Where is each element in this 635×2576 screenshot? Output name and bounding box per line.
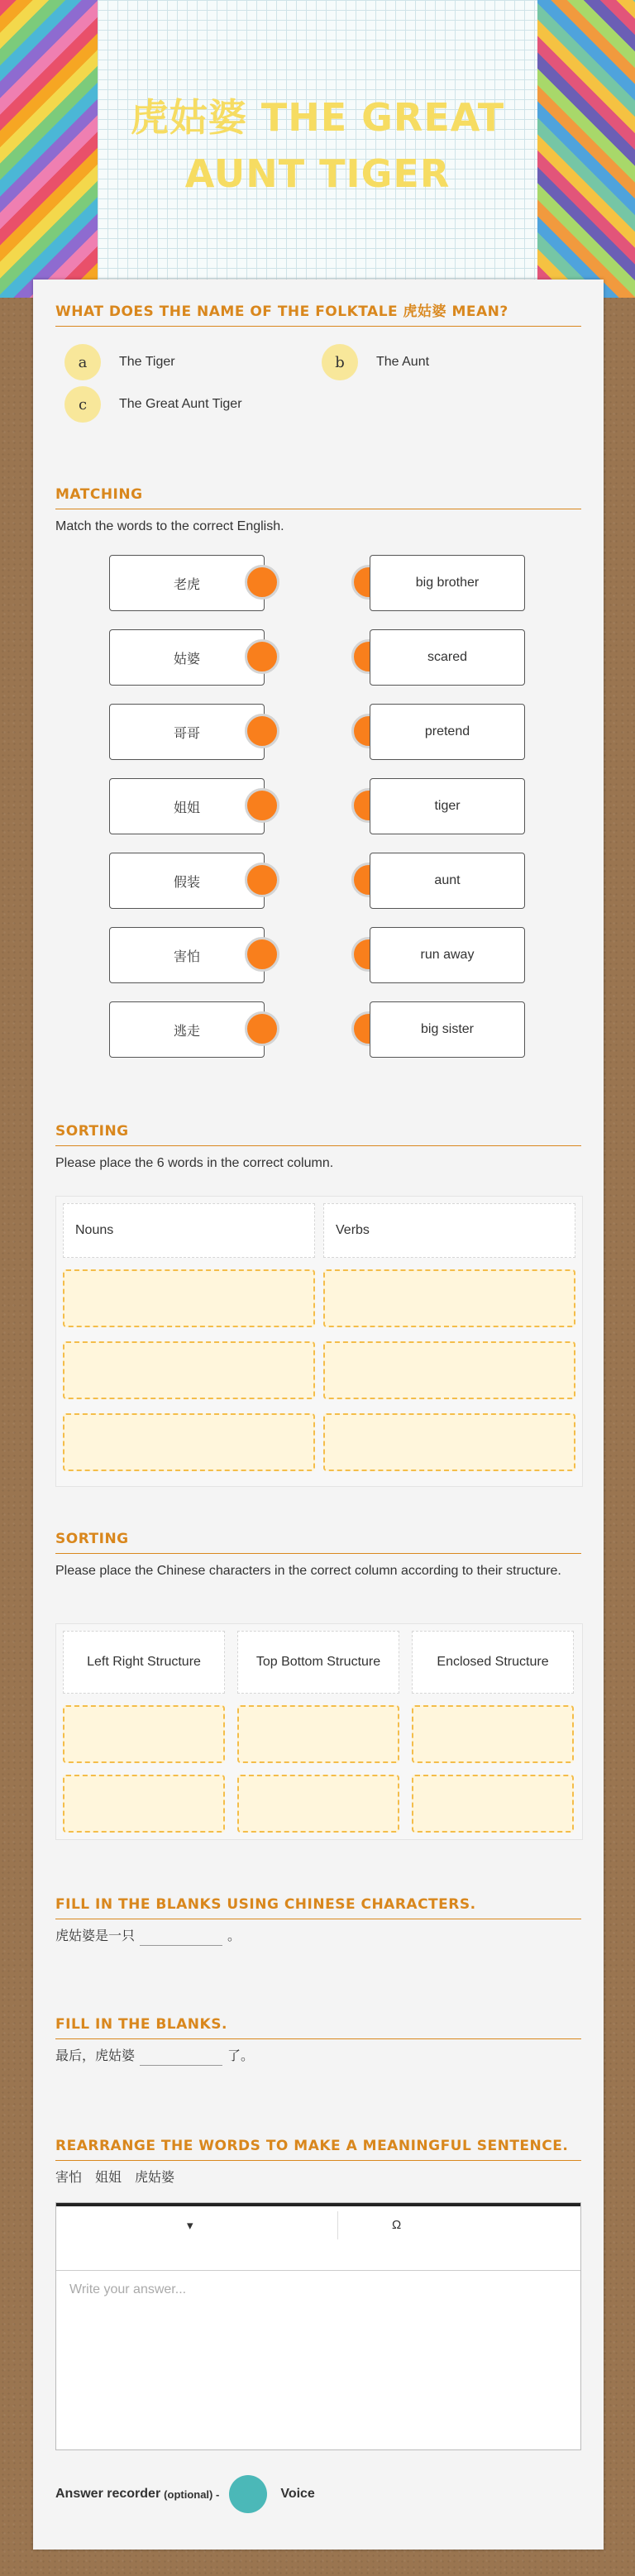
- option-text: The Aunt: [376, 355, 430, 369]
- drop-slot[interactable]: [63, 1413, 315, 1471]
- section-title: FILL IN THE BLANKS.: [55, 2016, 581, 2039]
- blank-input[interactable]: [140, 1930, 222, 1946]
- match-right-item[interactable]: big sister: [370, 1001, 525, 1058]
- recorder-label: Answer recorder: [55, 2487, 161, 2501]
- word-list: 害怕 姐姐 虎姑婆: [55, 2171, 175, 2185]
- option-letter: c: [64, 386, 101, 423]
- answer-textarea[interactable]: Write your answer...: [69, 2282, 187, 2296]
- match-connector-dot[interactable]: [245, 863, 279, 897]
- column-header-label: Enclosed Structure: [437, 1655, 549, 1669]
- match-right-item[interactable]: tiger: [370, 778, 525, 834]
- toolbar-divider: [337, 2211, 338, 2239]
- drop-slot[interactable]: [412, 1705, 574, 1763]
- header-banner: [0, 0, 635, 298]
- section-title: REARRANGE THE WORDS TO MAKE A MEANINGFUL SENTENCE.: [55, 2138, 581, 2161]
- match-left-item[interactable]: 哥哥: [109, 704, 265, 760]
- match-left-item[interactable]: 假装: [109, 853, 265, 909]
- sentence-end: 了。: [227, 2049, 255, 2063]
- drop-slot[interactable]: [323, 1341, 575, 1399]
- column-header: [323, 1203, 575, 1258]
- recorder-optional-label: (optional) -: [164, 2488, 220, 2501]
- drop-slot[interactable]: [237, 1705, 399, 1763]
- column-header-label: Left Right Structure: [87, 1655, 201, 1669]
- question-rearrange: [55, 2138, 581, 2187]
- drop-slot[interactable]: [237, 1775, 399, 1833]
- sentence-start: 最后，虎姑婆: [55, 2049, 136, 2063]
- column-header: [412, 1631, 574, 1694]
- option-text: The Great Aunt Tiger: [119, 397, 242, 411]
- question-fill-blank-2: [55, 2016, 581, 2066]
- option-letter: a: [64, 344, 101, 380]
- match-right-item[interactable]: pretend: [370, 704, 525, 760]
- column-header-label: Verbs: [336, 1223, 370, 1237]
- column-header: [63, 1631, 225, 1694]
- match-right-item[interactable]: scared: [370, 629, 525, 686]
- section-title: FILL IN THE BLANKS USING CHINESE CHARACTERS.: [55, 1896, 581, 1919]
- match-right-item[interactable]: big brother: [370, 555, 525, 611]
- worksheet-title: 虎姑婆 THE GREAT AUNT TIGER: [130, 95, 505, 196]
- option-c[interactable]: [64, 386, 242, 423]
- match-connector-dot[interactable]: [245, 714, 279, 748]
- microphone-icon[interactable]: [229, 2475, 267, 2513]
- editor-toolbar: [56, 2203, 580, 2271]
- instruction-text: Please place the 6 words in the correct column.: [55, 1156, 334, 1170]
- drop-slot[interactable]: [63, 1705, 225, 1763]
- drop-slot[interactable]: [412, 1775, 574, 1833]
- match-connector-dot[interactable]: [245, 639, 279, 674]
- special-characters-button[interactable]: Ω: [392, 2218, 402, 2232]
- column-header-label: Nouns: [75, 1223, 114, 1237]
- column-header: [237, 1631, 399, 1694]
- section-title: MATCHING: [55, 486, 581, 509]
- option-text: The Tiger: [119, 355, 175, 369]
- match-connector-dot[interactable]: [245, 788, 279, 823]
- option-a[interactable]: [64, 344, 175, 380]
- section-title: WHAT DOES THE NAME OF THE FOLKTALE 虎姑婆 MEAN?: [55, 299, 581, 327]
- drop-slot[interactable]: [63, 1341, 315, 1399]
- match-left-item[interactable]: 害怕: [109, 927, 265, 983]
- sentence-start: 虎姑婆是一只: [55, 1929, 136, 1943]
- fill-sentence: [55, 2048, 581, 2066]
- section-title: SORTING: [55, 1123, 581, 1146]
- sorting-table: [55, 1623, 583, 1840]
- fill-sentence: [55, 1928, 581, 1946]
- match-left-item[interactable]: 老虎: [109, 555, 265, 611]
- option-b[interactable]: [322, 344, 429, 380]
- sorting-table: [55, 1196, 583, 1487]
- match-connector-dot[interactable]: [245, 937, 279, 972]
- drop-slot[interactable]: [323, 1269, 575, 1327]
- worksheet-card: [33, 280, 604, 2550]
- question-sorting-structure: [55, 1531, 581, 1580]
- decorative-stripes-right: [537, 0, 635, 298]
- drop-slot[interactable]: [63, 1775, 225, 1833]
- question-multiple-choice: [55, 299, 581, 327]
- drop-slot[interactable]: [323, 1413, 575, 1471]
- match-connector-dot[interactable]: [245, 565, 279, 600]
- option-letter: b: [322, 344, 358, 380]
- instruction-text: Please place the Chinese characters in the correct column according to their structure.: [55, 1564, 561, 1578]
- voice-label: Voice: [280, 2487, 315, 2501]
- column-header-label: Top Bottom Structure: [255, 1655, 381, 1669]
- column-header: [63, 1203, 315, 1258]
- section-title: SORTING: [55, 1531, 581, 1554]
- match-connector-dot[interactable]: [245, 1011, 279, 1046]
- match-left-item[interactable]: 姑婆: [109, 629, 265, 686]
- drop-slot[interactable]: [63, 1269, 315, 1327]
- format-dropdown[interactable]: ▾: [187, 2219, 193, 2233]
- blank-input[interactable]: [140, 2050, 222, 2066]
- question-matching: [55, 486, 581, 536]
- match-left-item[interactable]: 姐姐: [109, 778, 265, 834]
- match-right-item[interactable]: aunt: [370, 853, 525, 909]
- decorative-stripes-left: [0, 0, 98, 298]
- match-right-item[interactable]: run away: [370, 927, 525, 983]
- question-fill-blank-1: [55, 1896, 581, 1946]
- answer-editor: [55, 2202, 581, 2450]
- answer-recorder: [55, 2475, 315, 2513]
- match-left-item[interactable]: 逃走: [109, 1001, 265, 1058]
- sentence-end: 。: [227, 1929, 241, 1943]
- instruction-text: Match the words to the correct English.: [55, 519, 284, 533]
- question-sorting-nouns-verbs: [55, 1123, 581, 1173]
